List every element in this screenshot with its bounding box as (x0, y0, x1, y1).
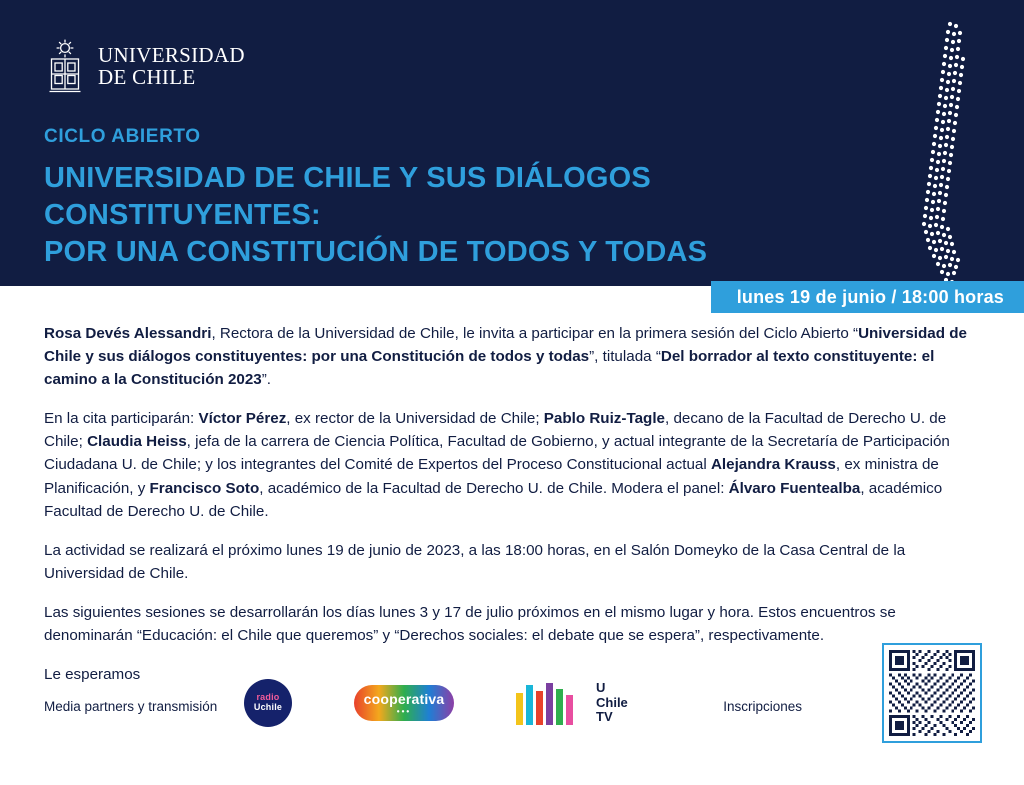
participant-5: Francisco Soto (149, 479, 260, 497)
poster-footer (44, 637, 982, 747)
cycle-name: Universidad de Chile y sus diálogos constituyentes: por una Constitución de todos y todas (44, 325, 967, 366)
p2-text-k: , académico de la Facultad de Derecho U. de Chile. Modera el panel: (259, 479, 729, 497)
participant-3: Claudia Heiss (87, 433, 187, 451)
radio-uchile-logo (244, 679, 292, 727)
radio-logo-line1: radio (256, 692, 280, 703)
chile-dotted-map-decoration (904, 18, 984, 288)
p2-text-c: , ex rector de la Universidad de Chile; (286, 410, 544, 428)
uctv-line2: Chile (596, 694, 628, 710)
uctv-line1: U (596, 680, 606, 695)
participant-4: Alejandra Krauss (710, 456, 836, 474)
participant-1: Víctor Pérez (198, 410, 287, 428)
participant-2: Pablo Ruiz-Tagle (543, 410, 665, 428)
uchile-tv-logo (514, 681, 628, 725)
cooperativa-logo (354, 685, 454, 721)
inscriptions-label: Inscripciones (723, 699, 802, 714)
p2-text-g: , jefa de la carrera de Ciencia Política, Facultad de Gobierno, y actual integrante de la Secretaría de Participación Ciudadana U. de Chile; y los integrantes del Comité de Expertos del Proceso Constitucional actual (44, 433, 950, 474)
cooperativa-logo-line1: cooperativa (363, 690, 445, 707)
rector-name: Rosa Devés Alessandri (44, 325, 212, 342)
page-title-line1: UNIVERSIDAD DE CHILE Y SUS DIÁLOGOS CONSTITUYENTES: (44, 162, 651, 232)
p2-text-a: En la cita participarán: (44, 410, 199, 428)
paragraph-logistics: La actividad se realizará el próximo lunes 19 de junio de 2023, a las 18:00 horas, en el Salón Domeyko de la Casa Central de la Universidad de Chile. (44, 541, 906, 582)
university-logo (44, 38, 904, 96)
uchile-tv-fan-icon (514, 683, 586, 725)
cooperativa-logo-line2: ••• (396, 706, 412, 716)
paragraph-invitation (44, 322, 982, 391)
page-title-line2: POR UNA CONSTITUCIÓN DE TODOS Y TODAS (44, 236, 708, 269)
poster-header (44, 38, 904, 313)
uchile-crest-icon (44, 38, 86, 96)
p1-text-f: ”. (261, 371, 272, 389)
paragraph-closing: Le esperamos (44, 666, 141, 684)
qr-code[interactable] (882, 643, 982, 743)
p1-text-b: , Rectora de la Universidad de Chile, le invita a participar en la primera sesión del Ciclo Abierto “ (211, 325, 859, 342)
body-card (0, 286, 1024, 785)
university-name-line2: DE CHILE (98, 65, 196, 89)
eyebrow-label: CICLO ABIERTO (44, 126, 201, 147)
university-logo-text (98, 45, 245, 89)
radio-logo-line2: Uchile (253, 702, 283, 712)
uchile-tv-logo-text (596, 681, 628, 725)
university-name-line1: UNIVERSIDAD (98, 43, 245, 68)
moderator: Álvaro Fuentealba (728, 479, 861, 497)
page-title (44, 160, 904, 271)
p2-text-m: , académico Facultad de Derecho U. de Chile. (44, 479, 943, 520)
session-title: Del borrador al texto constituyente: el camino a la Constitución 2023 (44, 348, 935, 389)
paragraph-next-sessions: Las siguientes sesiones se desarrollarán los días lunes 3 y 17 de julio próximos en el mismo lugar y hora. Estos encuentros se denominarán “Educación: el Chile que queremos” y “Derechos sociales: el debate que se espera”, respectivamente. (44, 603, 896, 645)
uctv-line3: TV (596, 709, 613, 725)
paragraph-participants (44, 407, 982, 522)
p1-text-d: ”, titulada “ (589, 348, 661, 366)
p2-text-e: , decano de la Facultad de Derecho U. de Chile; (44, 410, 947, 451)
date-banner: lunes 19 de junio / 18:00 horas (711, 281, 1024, 313)
media-partners-label: Media partners y transmisión (44, 699, 218, 714)
qr-code-image (889, 650, 975, 736)
p2-text-i: , ex ministra de Planificación, y (44, 456, 939, 497)
